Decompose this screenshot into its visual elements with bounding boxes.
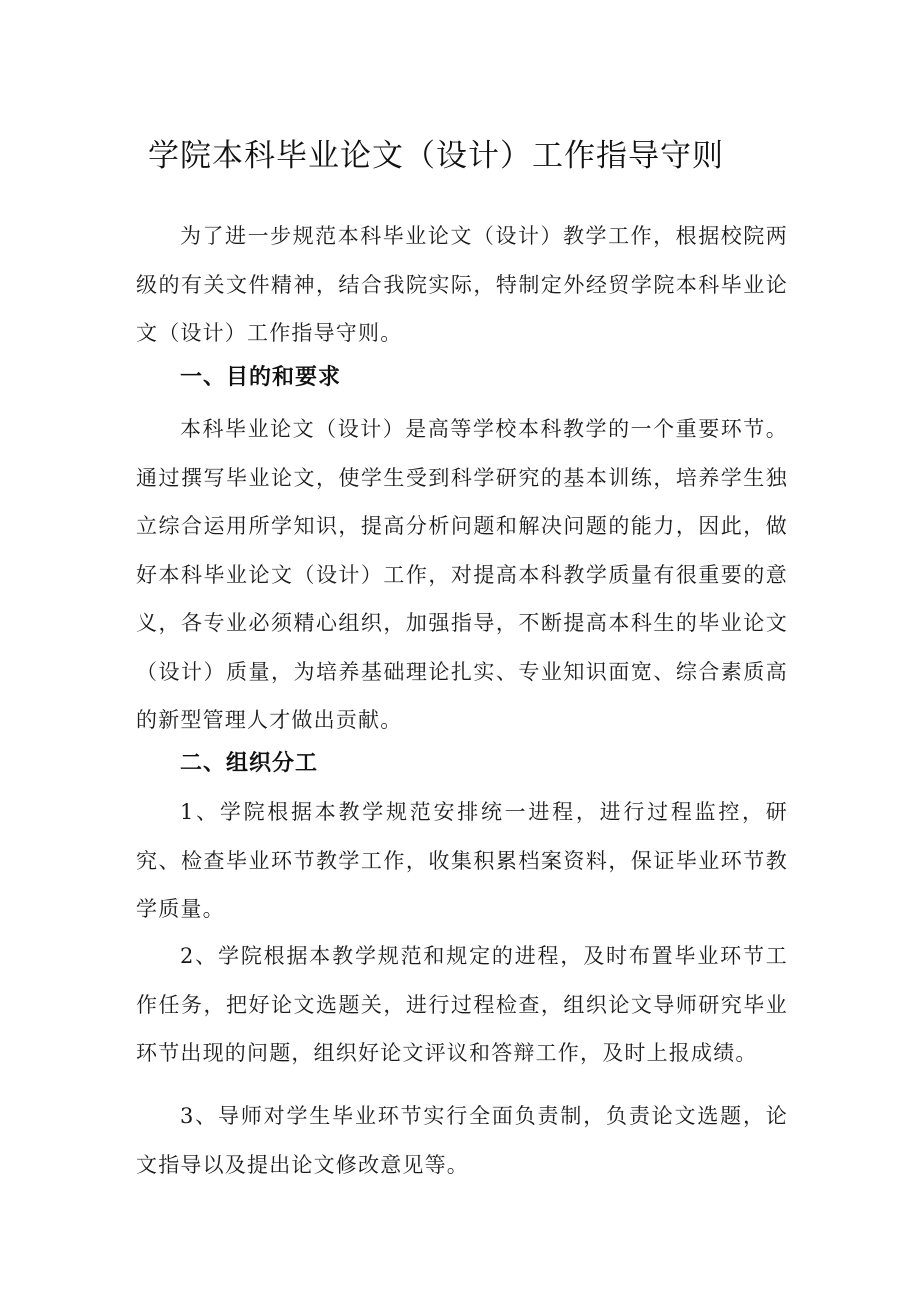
organization-item-1: 1、学院根据本教学规范安排统一进程，进行过程监控，研究、检查毕业环节教学工作，收集积累档案资料，保证毕业环节教学质量。	[136, 800, 788, 921]
organization-item-2: 2、学院根据本教学规范和规定的进程，及时布置毕业环节工作任务，把好论文选题关，进行过程检查，组织论文导师研究毕业环节出现的问题，组织好论文评议和答辩工作，及时上报成绩。	[136, 944, 788, 1065]
organization-item-3: 3、导师对学生毕业环节实行全面负责制，负责论文选题，论文指导以及提出论文修改意见等。	[136, 1104, 788, 1177]
intro-paragraph: 为了进一步规范本科毕业论文（设计）教学工作，根据校院两级的有关文件精神，结合我院实际，特制定外经贸学院本科毕业论文（设计）工作指导守则。	[136, 224, 788, 345]
document-title: 学院本科毕业论文（设计）工作指导守则	[148, 138, 724, 174]
section-paragraph-purpose: 本科毕业论文（设计）是高等学校本科教学的一个重要环节。通过撰写毕业论文，使学生受到科学研究的基本训练，培养学生独立综合运用所学知识，提高分析问题和解决问题的能力，因此，做好本科毕业论文（设计）工作，对提高本科教学质量有很重要的意义，各专业必须精心组织，加强指导，不断提高本科生的毕业论文（设计）质量，为培养基础理论扎实、专业知识面宽、综合素质高的新型管理人才做出贡献。	[136, 417, 788, 732]
section-heading-organization: 二、组织分工	[180, 751, 319, 776]
section-heading-purpose: 一、目的和要求	[180, 365, 342, 390]
